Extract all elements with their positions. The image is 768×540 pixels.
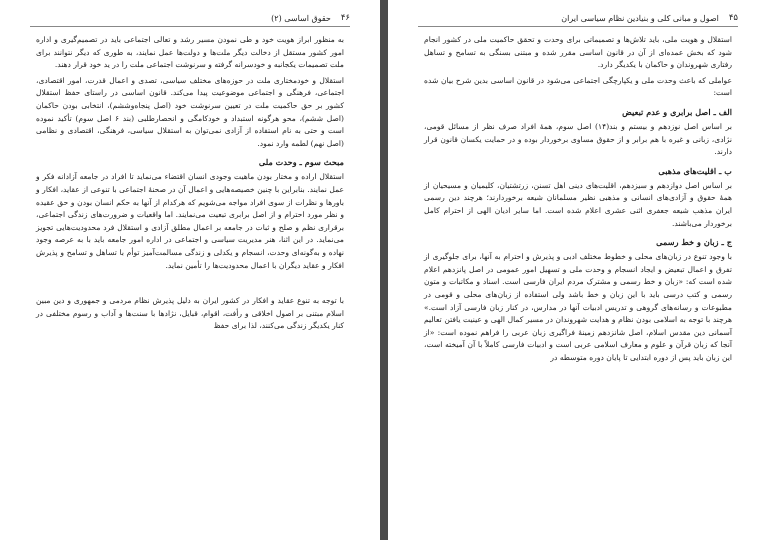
section-heading: ب ـ اقلیت‌های مذهبی <box>658 165 732 176</box>
section-heading: ج ـ زبان و خط رسمی <box>656 237 732 248</box>
right-page <box>388 0 768 540</box>
right-page-body <box>424 34 732 540</box>
paragraph: عواملی که باعث وحدت ملی و یکپارچگی اجتماعی می‌شود در قانون اساسی بدین شرح بیان شده است: <box>424 75 732 98</box>
running-title: اصول و مبانی کلی و بنیادین نظام سیاسی ایران <box>561 13 719 23</box>
left-page <box>0 0 380 540</box>
paragraph: استقلال اراده و مختار بودن ماهیت وجودی انسان اقتضاء می‌نماید تا افراد در جامعه آزادانه فکر و عمل نمایند. بنابراین با چنین خصیصه‌هایی و اعمال آن در صحنهٔ اجتماعی با تنوعی از عقاید، افکار و باورها و نظرات از سوی افراد مواجه می‌شویم که هرکدام از آنها به حکم انسان بودن و حق عقیده و نظر مورد احترام و از اصل برابری تبعیت می‌نمایند. اما واقعیات و ضرورت‌های زندگی اجتماعی، برقراری نظم و صلح و ثبات در جامعه بر اعمال مطلق آزادی و استقلال فرد محدودیت‌هایی تجویز می‌نماید. در این اثنا، هنر مدیریت سیاسی و اجتماعی در اداره امور جامعه باید با به عرصه وجود نهاده و به‌گونه‌ای وحدت، انسجام و یکدلی و زندگی مسالمت‌آمیز توأم با تساهل و تسامح و پذیرش افکار و عقاید دیگران با اعمال محدودیت‌ها را تأمین نماید. <box>36 172 344 270</box>
left-page-body <box>36 34 344 540</box>
section-heading: الف ـ اصل برابری و عدم تبعیض <box>622 106 732 117</box>
paragraph: بر اساس اصل نوزدهم و بیستم و بند(۱۴) اصل سوم، همهٔ افراد صرف نظر از مسائل قومی، نژادی، زبانی و غیره با هم برابر و از حقوق مساوی برخوردار بوده و در حمایت یکسان قانون قرار دارند. <box>424 121 733 157</box>
paragraph: استقلال و خودمختاری ملت در حوزه‌های مختلف سیاسی، تصدی و اعمال قدرت، امور اقتصادی، اجتماعی، فرهنگی و اجتماعی موضوعیت پیدا می‌کند. قانون اساسی در راستای حفظ استقلال کشور بر حق حاکمیت ملت در تعیین سرنوشت خود (اصل پنجاه‌وششم)، انتخابی بودن حاکمان (اصل ششم)، محو هرگونه استبداد و خودکامگی و انحصارطلبی (بند ۶ اصل سوم) تأکید نموده است و حتی به نام استفاده از آزادی نمی‌توان به استقلال سیاسی، فرهنگی، اقتصادی و نظامی (اصل نهم) لطمه وارد نمود. <box>36 75 344 148</box>
page-number: ۴۵ <box>728 13 738 23</box>
book-gutter <box>380 0 388 540</box>
left-page-header <box>30 10 350 27</box>
page-number: ۴۶ <box>340 13 350 23</box>
paragraph: با توجه به تنوع عقاید و افکار در کشور ایران به دلیل پذیرش نظام مردمی و جمهوری و دین مبین اسلام مبتنی بر اصول اخلاقی و رأفت، اقوام، قبایل، نژادها با سنت‌ها و آداب و رسوم مختلفی در کنار یکدیگر زندگی می‌کنند، لذا برای حفظ <box>36 296 344 331</box>
right-page-header <box>418 10 738 27</box>
paragraph: با وجود تنوع در زبان‌های محلی و خطوط مختلف ادبی و پذیرش و احترام به آنها، برای جلوگیری از تفرق و اعمال تبعیض و ایجاد انسجام و وحدت ملی و تسهیل امور عمومی در اصل پانزدهم اعلام شده است که: «زبان و خط رسمی و مشترک مردم ایران فارسی است. اسناد و مکاتبات و متون رسمی و کتب درسی باید با این زبان و خط باشد ولی استفاده از زبان‌های محلی و قومی در مطبوعات و رسانه‌های گروهی و تدریس ادبیات آنها در مدارس، در کنار زبان فارسی آزاد است.» هرچند با توجه به اسلامی بودن نظام و هدایت شهروندان در مسیر کمال الهی و عینیت یافتن تعالیم آسمانی دین مقدس اسلام، اصل شانزدهم زمینهٔ فراگیری زبان عربی را فراهم نموده است: «از آنجا که زبان قرآن و علوم و معارف اسلامی عربی است و ادبیات فارسی کاملاً با آن آمیخته است، این زبان باید پس از دوره ابتدایی تا پایان دوره متوسطه در <box>424 252 732 362</box>
paragraph: بر اساس اصل دوازدهم و سیزدهم، اقلیت‌های دینی اهل تسنن، زرتشتیان، کلیمیان و مسیحیان از همهٔ حقوق و آزادی‌های انسانی و مذهبی نظیر مسلمانان شیعه برخوردارند؛ هرچند دین رسمی ایران مذهب شیعه جعفری اثنی عشری اعلام شده است. اما سایر ادیان الهی از احترام کامل برخوردار می‌باشند. <box>424 180 732 228</box>
paragraph: به منظور ابراز هویت خود و طی نمودن مسیر رشد و تعالی اجتماعی باید در تصمیم‌گیری و اداره امور کشور مستقل از دخالت دیگر ملت‌ها و دولت‌ها عمل نمایند، به طوری که دیگر نتوانند برای ملت تصمیمات یکجانبه و خودسرانه گرفته و سرنوشت اجتماعی ملت را در ید خود قرار دهند. <box>36 35 344 70</box>
paragraph: استقلال و هویت ملی، باید تلاش‌ها و تصمیماتی برای وحدت و تحقق حاکمیت ملی در کشور انجام شود که بخش عمده‌ای از آن در قانون اساسی مقرر شده و مبتنی بسنگی به تسامح و تساهل رفتاری شهروندان و حاکمان با یکدیگر دارد. <box>424 35 732 70</box>
running-title: حقوق اساسی (۲) <box>271 13 331 23</box>
section-heading: مبحث سوم ـ وحدت ملی <box>258 157 344 168</box>
